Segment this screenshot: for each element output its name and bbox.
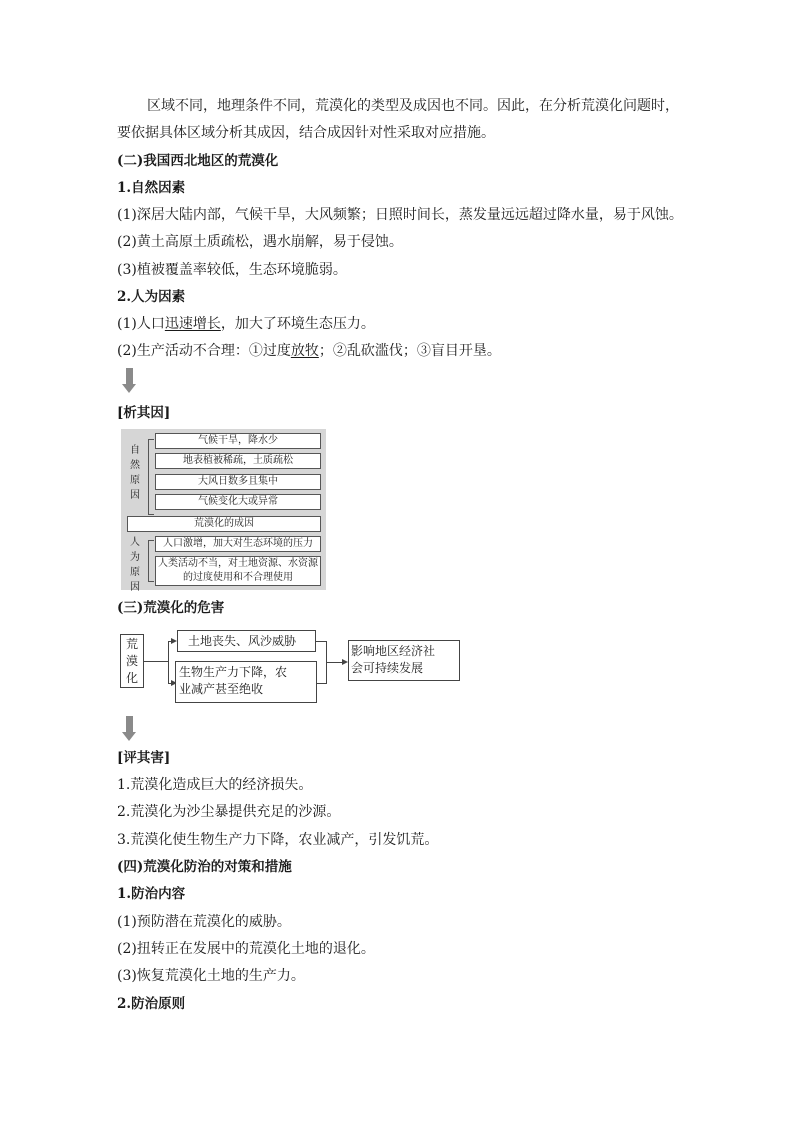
natural-cause-3: 大风日数多且集中 — [155, 474, 321, 490]
natural-item-2: (2)黄土高原土质疏松，遇水崩解，易于侵蚀。 — [117, 234, 403, 250]
effect-land-loss: 土地丧失、风沙威胁 — [177, 630, 316, 652]
human-bracket — [148, 540, 154, 582]
section3-heading: (三)荒漠化的危害 — [117, 600, 225, 616]
connector-line — [168, 641, 169, 684]
content-item-2: (2)扭转正在发展中的荒漠化土地的退化。 — [117, 941, 375, 957]
effect-productivity-decline: 生物生产力下降，农 业减产甚至绝收 — [175, 661, 317, 703]
harm-diagram — [120, 630, 465, 705]
content-item-1: (1)预防潜在荒漠化的威胁。 — [117, 914, 291, 930]
section2-heading: (二)我国西北地区的荒漠化 — [117, 153, 279, 169]
desertification-source-box: 荒漠化 — [120, 634, 144, 688]
harm-item-3: 3.荒漠化使生物生产力下降，农业减产，引发饥荒。 — [117, 832, 439, 848]
natural-cause-2: 地表植被稀疏，土质疏松 — [155, 453, 321, 469]
human-item-2: (2)生产活动不合理：①过度放牧；②乱砍滥伐；③盲目开垦。 — [117, 343, 501, 359]
section4-heading: (四)荒漠化防治的对策和措施 — [117, 859, 292, 875]
natural-item-1: (1)深居大陆内部，气候干旱，大风频繁；日照时间长，蒸发量远远超过降水量，易于风蚀。 — [117, 207, 683, 223]
natural-causes-label: 自然原因 — [130, 445, 140, 501]
human-item-1: (1)人口迅速增长，加大了环境生态压力。 — [117, 316, 375, 332]
content-heading: 1.防治内容 — [117, 886, 186, 902]
connector-line — [316, 641, 326, 642]
connector-line — [144, 661, 168, 662]
human-cause-2: 人类活动不当，对土地资源、水资源 的过度使用和不合理使用 — [155, 556, 321, 586]
cause-diagram — [121, 429, 326, 593]
natural-factors-heading: 1.自然因素 — [117, 180, 186, 196]
harm-item-1: 1.荒漠化造成巨大的经济损失。 — [117, 777, 313, 793]
down-arrow-icon — [122, 368, 136, 393]
cause-center-box: 荒漠化的成因 — [127, 516, 321, 532]
natural-item-3: (3)植被覆盖率较低，生态环境脆弱。 — [117, 262, 347, 278]
analysis-label: [析其因] — [117, 405, 171, 421]
content-item-3: (3)恢复荒漠化土地的生产力。 — [117, 968, 305, 984]
human-causes-label: 人为原因 — [130, 537, 140, 593]
principle-heading: 2.防治原则 — [117, 996, 186, 1012]
harm-item-2: 2.荒漠化为沙尘暴提供充足的沙源。 — [117, 804, 341, 820]
intro-line-1: 区域不同，地理条件不同，荒漠化的类型及成因也不同。因此，在分析荒漠化问题时， — [147, 98, 679, 114]
natural-cause-1: 气候干旱，降水少 — [155, 433, 321, 449]
intro-line-2: 要依据具体区域分析其成因，结合成因针对性采取对应措施。 — [117, 125, 495, 141]
human-cause-1: 人口激增，加大对生态环境的压力 — [155, 536, 321, 552]
evaluate-label: [评其害] — [117, 750, 171, 766]
connector-line — [317, 683, 326, 684]
result-sustainable-development: 影响地区经济社 会可持续发展 — [348, 640, 460, 681]
natural-cause-4: 气候变化大或异常 — [155, 494, 321, 510]
human-factors-heading: 2.人为因素 — [117, 289, 186, 305]
natural-bracket — [148, 439, 154, 515]
down-arrow-icon — [122, 716, 136, 741]
